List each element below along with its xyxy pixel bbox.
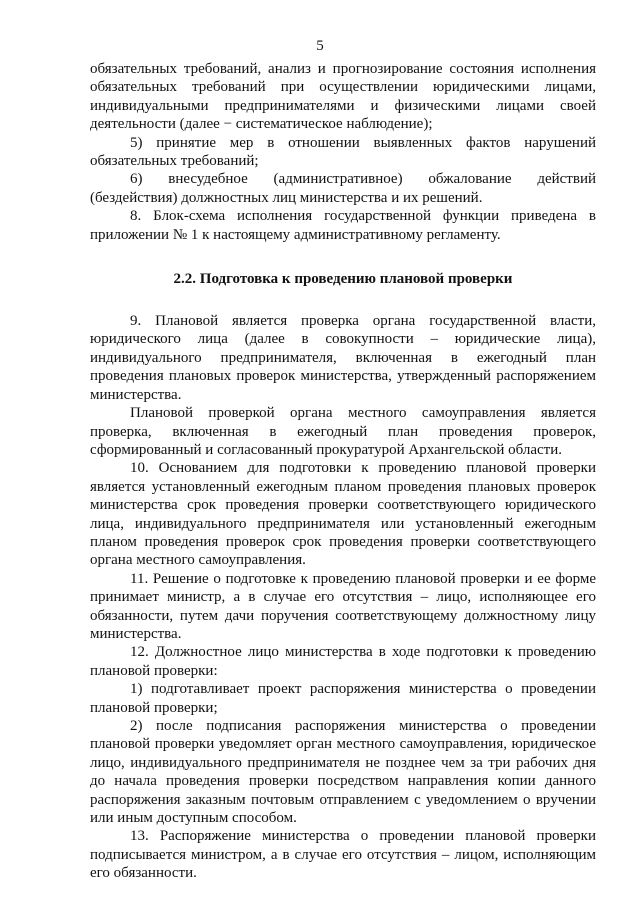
paragraph-9-continued: Плановой проверкой органа местного самоуправления является проверка, включенная в ежегодный план проведения проверок, сформированный и согласованный прокуратурой Архангельской области. [90, 405, 596, 458]
paragraph-item-5: 5) принятие мер в отношении выявленных фактов нарушений обязательных требований; [90, 134, 596, 170]
paragraph-continuation: обязательных требований, анализ и прогнозирование состояния исполнения обязательных требований при осуществлении юридическими лицами, индивидуальными предпринимателями и физическими лицами своей деятельности (далее − систематическое наблюдение); [90, 61, 596, 133]
document-body [90, 60, 596, 883]
page-number: 5 [316, 38, 324, 54]
paragraph-12: 12. Должностное лицо министерства в ходе подготовки к проведению плановой проверки: [90, 644, 596, 679]
paragraph-11: 11. Решение о подготовке к проведению плановой проверки и ее форме принимает министр, а в случае его отсутствия – лицо, исполняющее его обязанности, путем дачи поручения соответствующему должностному лицу министерства. [90, 570, 596, 642]
paragraph-12-item-2: 2) после подписания распоряжения министерства о проведении плановой проверки уведомляет орган местного самоуправления, юридическое лицо, индивидуального предпринимателя не позднее чем за три рабочих дня до начала проведения проверки посредством направления копии данного распоряжения заказным почтовым отправлением с уведомлением о вручении или иным доступным способом. [90, 718, 596, 827]
paragraph-8: 8. Блок-схема исполнения государственной функции приведена в приложении № 1 к настоящему административному регламенту. [90, 208, 596, 243]
section-heading: 2.2. Подготовка к проведению плановой проверки [173, 271, 513, 288]
paragraph-13: 13. Распоряжение министерства о проведении плановой проверки подписывается министром, а в случае его отсутствия – лицом, исполняющим его обязанности. [90, 828, 596, 882]
paragraph-item-6: 6) внесудебное (административное) обжалование действий (бездействия) должностных лиц министерства и их решений. [90, 171, 596, 206]
paragraph-9: 9. Плановой является проверка органа государственной власти, юридического лица (далее в совокупности – юридические лица), индивидуального предпринимателя, включенная в ежегодный план проведения плановых проверок министерства, утвержденный распоряжением министерства. [90, 313, 596, 403]
paragraph-10: 10. Основанием для подготовки к проведению плановой проверки является установленный ежегодным планом проведения плановых проверок министерства срок проведения проверки соответствующего юридического лица, индивидуального предпринимателя или установленный ежегодным планом проведения проверок срок проведения проверки соответствующего органа местного самоуправления. [90, 460, 596, 569]
paragraph-12-item-1: 1) подготавливает проект распоряжения министерства о проведении плановой проверки; [90, 681, 596, 716]
